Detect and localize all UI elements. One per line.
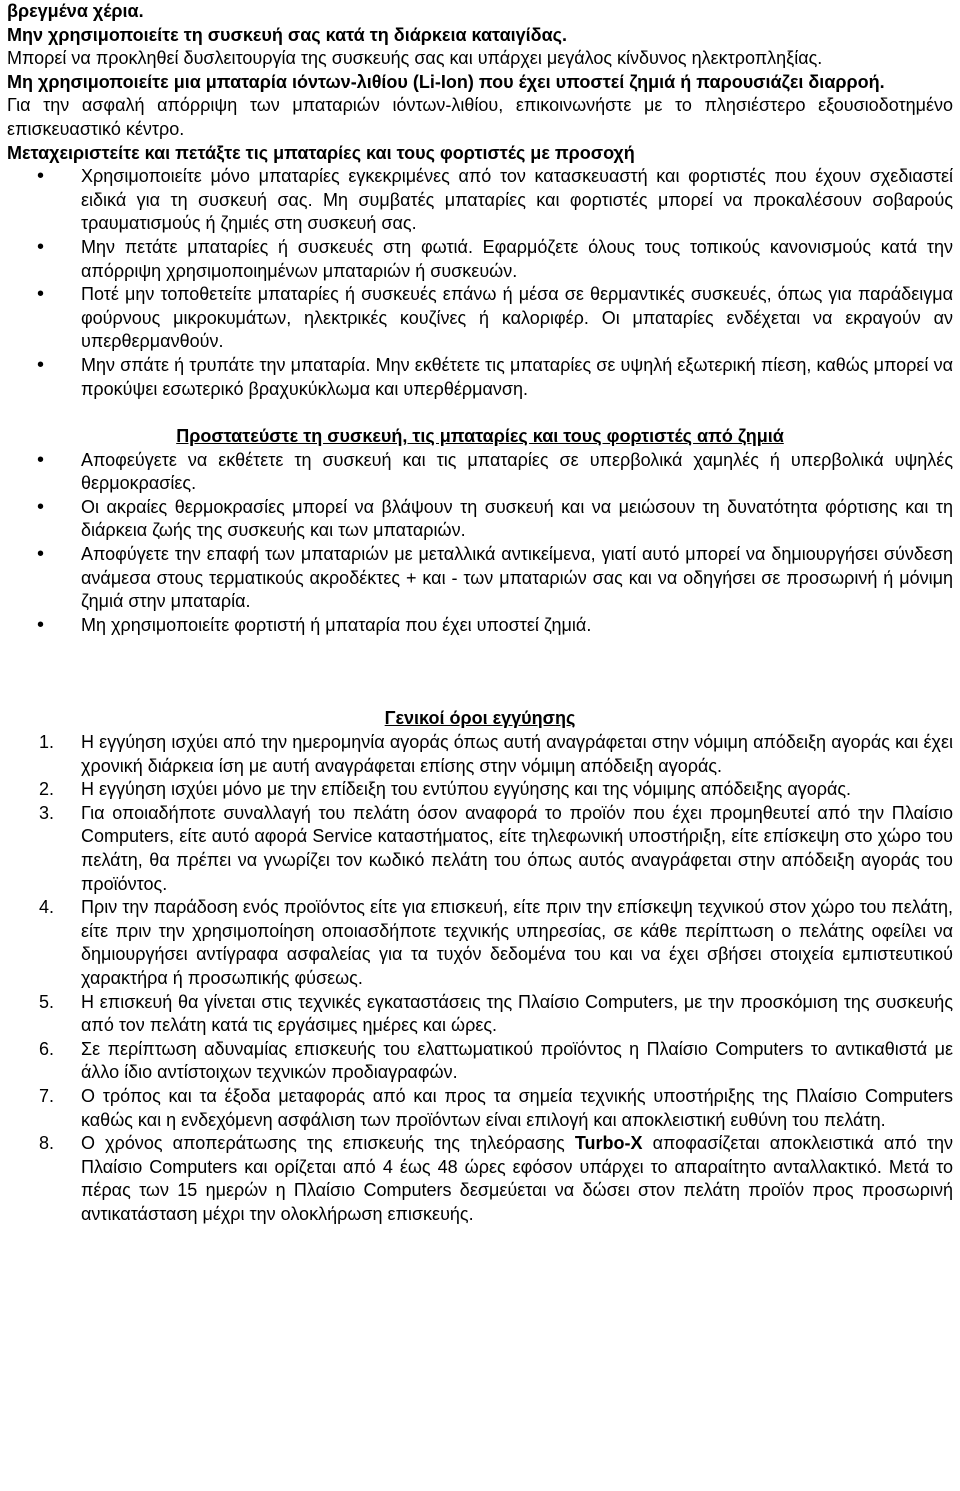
list-item: • Χρησιμοποιείτε μόνο μπαταρίες εγκεκριμένες από τον κατασκευαστή και φορτιστές που έχουν σχεδιαστεί ειδικά για τη συσκευή σας. Μη συμβατές μπαταρίες και φορτιστές μπορεί να προκαλέσουν σοβαρούς τραυματισμούς ή ζημιές στη συσκευή σας. (37, 165, 953, 234)
bullet-icon: • (37, 613, 45, 636)
list-item: 5. Η επισκευή θα γίνεται στις τεχνικές εγκαταστάσεις της Πλαίσιο Computers, με την προσκόμιση της συσκευής από τον πελάτη κατά τις εργάσιμες ημέρες και ώρες. (39, 991, 953, 1036)
list-item: 6. Σε περίπτωση αδυναμίας επισκευής του ελαττωματικού προϊόντος η Πλαίσιο Computers το αντικαθιστά με άλλο ίδιο αντίστοιχων τεχνικών προδιαγραφών. (39, 1038, 953, 1083)
list-item: • Μην σπάτε ή τρυπάτε την μπαταρία. Μην εκθέτετε τις μπαταρίες σε υψηλή εξωτερική πίεση, καθώς μπορεί να προκύψει εσωτερικό βραχυκύκλωμα και υπερθέρμανση. (37, 353, 953, 399)
bullet-icon: • (37, 235, 45, 258)
bullet-icon: • (37, 448, 45, 471)
brand-name: Turbo-X (574, 1133, 643, 1154)
list-item: • Αποφύγετε την επαφή των μπαταριών με μεταλλικά αντικείμενα, γιατί αυτό μπορεί να δημιουργήσει σύνδεση ανάμεσα στους τερματικούς ακροδέκτες + και - των μπαταριών σας και να οδηγήσει σε προσωρινή ή μόνιμη ζημιά στην μπαταρία. (37, 543, 953, 612)
list-item: 4. Πριν την παράδοση ενός προϊόντος είτε για επισκευή, είτε πριν την επίσκεψη τεχνικού στον χώρο του πελάτη, είτε πριν την χρησιμοποίηση οποιασδήποτε τεχνικής υπηρεσίας, σε κάθε περίπτωση ο πελάτης οφείλει να δημιουργήσει αντίγραφα ασφαλείας για τα τυχόν δεδομένα του και να έχει σβήσει στοιχεία εμπιστευτικού χαρακτήρα ή προσωπικής φύσεως. (39, 897, 953, 988)
bullet-icon: • (37, 353, 45, 376)
bullet-icon: • (37, 283, 45, 306)
list-item: 7. Ο τρόπος και τα έξοδα μεταφοράς από και προς τα σημεία τεχνικής υποστήριξης της Πλαίσιο Computers καθώς και η ενδεχόμενη ασφάλιση των προϊόντων είναι επιλογή και αποκλειστική ευθύνη του πελάτη. (39, 1085, 953, 1130)
section-title-handle-batteries: Μεταχειριστείτε και πετάξτε τις μπαταρίες και τους φορτιστές με προσοχή (7, 142, 635, 163)
handle-batteries-list (7, 165, 953, 401)
list-item: 3. Για οποιαδήποτε συναλλαγή του πελάτη όσον αναφορά το προϊόν που έχει προμηθευτεί από την Πλαίσιο Computers, είτε αυτό αφορά Service καταστήματος, είτε τηλεφωνική υποστήριξη, είτε επίσκεψη στο χώρο του πελάτη, θα πρέπει να γνωρίζει τον κωδικό πελάτη του όπως αυτός αναγράφεται στην απόδειξη αγοράς του προϊόντος. (39, 802, 953, 894)
text-wet-hands: βρεγμένα χέρια. (7, 1, 144, 21)
list-item: 2. Η εγγύηση ισχύει μόνο με την επίδειξη του εντύπου εγγύησης και της νόμιμης απόδειξης αγοράς. (39, 779, 852, 800)
protect-device-list (7, 449, 953, 638)
list-item: • Αποφεύγετε να εκθέτετε τη συσκευή και τις μπαταρίες σε υπερβολικά χαμηλές ή υπερβολικά υψηλές θερμοκρασίες. (37, 448, 953, 494)
text-storm-warning: Μην χρησιμοποιείτε τη συσκευή σας κατά τη διάρκεια καταιγίδας. (7, 24, 567, 45)
list-item: 8. Ο χρόνος αποπεράτωσης της επισκευής της τηλεόρασης Turbo-X αποφασίζεται αποκλειστικά από την Πλαίσιο Computers και ορίζεται από 4 έως 48 ώρες εφόσον υπάρχει το απαραίτητο ανταλλακτικό. Μετά το πέρας των 15 ημερών η Πλαίσιο Computers δεσμεύεται να δώσει στον πελάτη προϊόν προς προσωρινή αντικατάσταση μέχρι την ολοκλήρωση επισκευής. (39, 1133, 953, 1224)
list-item: • Μην πετάτε μπαταρίες ή συσκευές στη φωτιά. Εφαρμόζετε όλους τους τοπικούς κανονισμούς κατά την απόρριψη χρησιμοποιημένων μπαταριών ή συσκευών. (37, 235, 953, 281)
text-electrocution-risk: Μπορεί να προκληθεί δυσλειτουργία της συσκευής σας και υπάρχει μεγάλος κίνδυνος ηλεκτροπληξίας. (7, 48, 823, 69)
text-damaged-battery: Μη χρησιμοποιείτε μια μπαταρία ιόντων-λιθίου (Li-Ion) που έχει υποστεί ζημιά ή παρουσιάζει διαρροή. (7, 71, 885, 92)
text-battery-disposal: Για την ασφαλή απόρριψη των μπαταριών ιόντων-λιθίου, επικοινωνήστε με το πλησιέστερο εξουσιοδοτημένο επισκευαστικό κέντρο. (7, 95, 953, 139)
bullet-icon: • (37, 165, 45, 188)
list-item: 1. Η εγγύηση ισχύει από την ημερομηνία αγοράς όπως αυτή αναγράφεται στην νόμιμη απόδειξη αγοράς και έχει χρονική διάρκεια ίση με αυτή αναγράφεται επίσης στην νόμιμη απόδειξη αγοράς. (39, 732, 953, 776)
list-item: • Ποτέ μην τοποθετείτε μπαταρίες ή συσκευές επάνω ή μέσα σε θερμαντικές συσκευές, όπως για παράδειγμα φούρνους μικροκυμάτων, ηλεκτρικές κουζίνες ή καλοριφέρ. Οι μπαταρίες ενδέχεται να εκραγούν αν υπερθερμανθούν. (37, 283, 953, 352)
list-item: • Μη χρησιμοποιείτε φορτιστή ή μπαταρία που έχει υποστεί ζημιά. (37, 613, 592, 636)
warranty-terms-list (7, 731, 953, 1226)
bullet-icon: • (37, 495, 45, 518)
section-title-warranty: Γενικοί όροι εγγύησης (384, 708, 576, 729)
spacer (7, 637, 953, 707)
list-item: • Οι ακραίες θερμοκρασίες μπορεί να βλάψουν τη συσκευή και να μειώσουν τη δυνατότητα φόρτισης και τη διάρκεια ζωής της συσκευής και των μπαταριών. (37, 495, 953, 541)
section-title-protect-device: Προστατεύστε τη συσκευή, τις μπαταρίες και τους φορτιστές από ζημιά (176, 426, 784, 447)
spacer (7, 401, 953, 425)
bullet-icon: • (37, 543, 45, 566)
